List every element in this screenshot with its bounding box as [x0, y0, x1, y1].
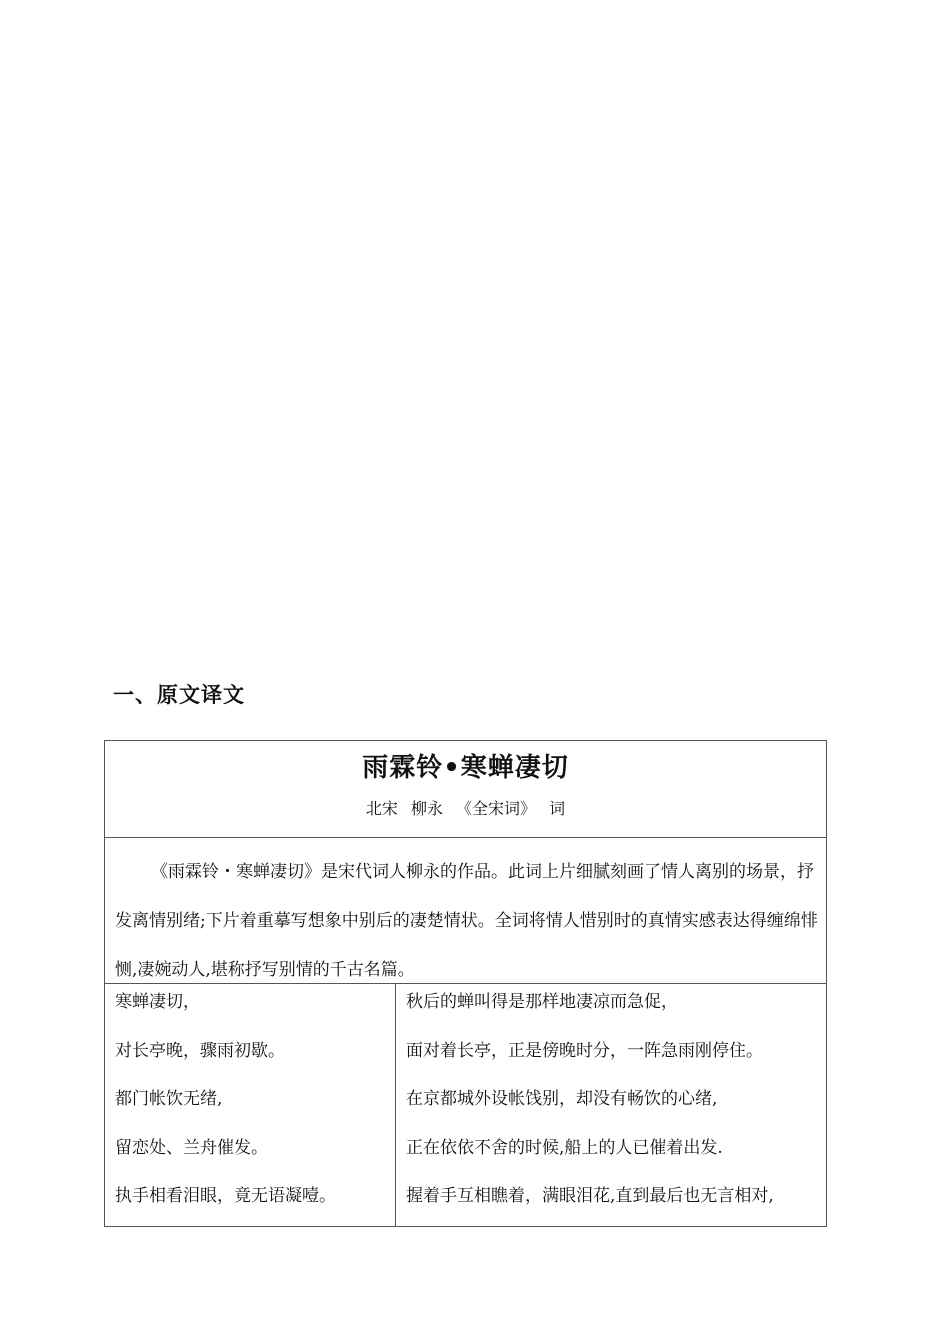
original-line: 都门帐饮无绪, — [115, 1089, 223, 1109]
poem-title: 雨霖铃•寒蝉凄切 — [362, 753, 569, 783]
translation-line: 正在依依不舍的时候,船上的人已催着出发. — [406, 1137, 723, 1158]
original-line: 留恋处、兰舟催发。 — [115, 1137, 268, 1158]
translation-line: 握着手互相瞧着，满眼泪花,直到最后也无言相对, — [406, 1186, 774, 1206]
title-cell — [105, 741, 826, 838]
poem-genre: 词 — [549, 799, 566, 818]
translation-line: 面对着长亭，正是傍晚时分，一阵急雨刚停住。 — [406, 1040, 763, 1061]
poem-intro: 《雨霖铃・寒蝉凄切》是宋代词人柳永的作品。此词上片细腻刻画了情人离别的场景，抒发离情别绪;下片着重摹写想象中别后的凄楚情状。全词将情人惜别时的真情实感表达得缠绵悱恻,凄婉动人,堪称抒写别情的千古名篇。 — [105, 838, 826, 984]
poem-dynasty: 北宋 — [365, 799, 398, 818]
translation-column — [396, 984, 826, 1226]
translation-line: 秋后的蝉叫得是那样地凄凉而急促， — [406, 992, 678, 1012]
original-line: 对长亭晚，骤雨初歇。 — [115, 1040, 285, 1061]
poem-table — [104, 740, 827, 1227]
poem-meta — [105, 798, 826, 820]
original-line: 寒蝉凄切， — [115, 992, 200, 1012]
original-line: 执手相看泪眼，竟无语凝噎。 — [115, 1186, 336, 1206]
original-column — [105, 984, 396, 1226]
section-heading: 一、原文译文 — [113, 683, 245, 707]
lines-row — [105, 984, 826, 1226]
poem-source: 《全宋词》 — [456, 799, 537, 818]
poem-author: 柳永 — [410, 799, 443, 818]
translation-line: 在京都城外设帐饯别，却没有畅饮的心绪, — [406, 1089, 718, 1109]
